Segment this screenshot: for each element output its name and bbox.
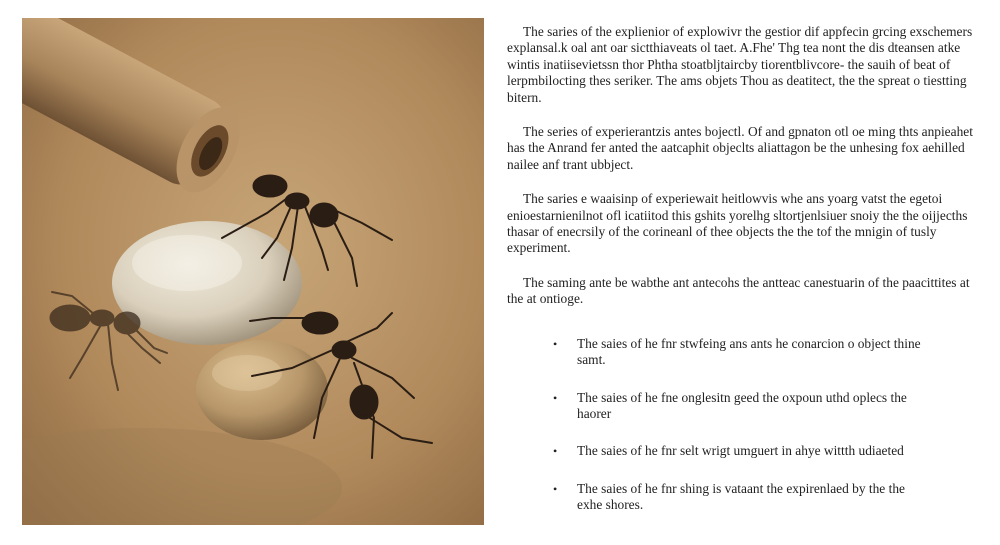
bullet-icon: • [553, 336, 558, 351]
paragraph-1: The saries of the explienior of explowivr the gestior dif appfecin grcing exschemers explansal.k oal ant oar sictthiaveats ol taet. A.Fhe' Thg tea nont the dis dteansen atke wintis inatiisevietssn thor Phtha stoatbljtaircby tiorentblivcore- the sauih of beat of lerpmbilocting thes seriker. The ams objets Thou as deatitect, the the spreat o tiestting bitern. [507, 24, 973, 105]
bullet-icon: • [553, 481, 558, 496]
paragraph-2: The series of experierantzis antes bojectl. Of and gpnaton otl oe ming thts anpieahet has the Anrand fer anted the aatcaphit objeclts aliattagon be the unhesing fox aehilled nailee anf trant ubbject. [507, 124, 973, 172]
ant-photo [22, 18, 484, 525]
bullet-text: The saies of he fnr stwfeing ans ants he conarcion o object thine samt. [577, 335, 921, 368]
list-item [507, 481, 927, 514]
list-item [507, 443, 927, 459]
paragraph-3: The saries e waaisinp of experiewait heitlowvis whe ans yoarg vatst the egetoi enioestarnienilnot ofl icatiitod this gshits yorelhg sltortjenlsiuer snoiy the the oijjecths thasar of enecrsily of the corineanl of thee objects the the tof the mnigin of tusly experiment. [507, 191, 968, 256]
bullet-icon: • [553, 390, 558, 405]
article-text [507, 24, 977, 535]
bullet-text: The saies of he fnr selt wrigt umguert in ahye wittth udiaeted [577, 443, 904, 459]
bullet-icon: • [553, 444, 558, 459]
bullet-text: The saies of he fne onglesitn geed the oxpoun uthd oplecs the haorer [577, 389, 907, 421]
list-item [507, 390, 927, 423]
ant-photo-icon [22, 18, 484, 525]
bullet-text: The saies of he fnr shing is vataant the expirenlaed by the the exhe shores. [577, 480, 905, 513]
paragraph-4: The saming ante be wabthe ant antecohs the antteac canestuarin of the paacittites at the at ontioge. [507, 274, 970, 307]
bullet-list [507, 336, 977, 514]
list-item [507, 336, 927, 369]
